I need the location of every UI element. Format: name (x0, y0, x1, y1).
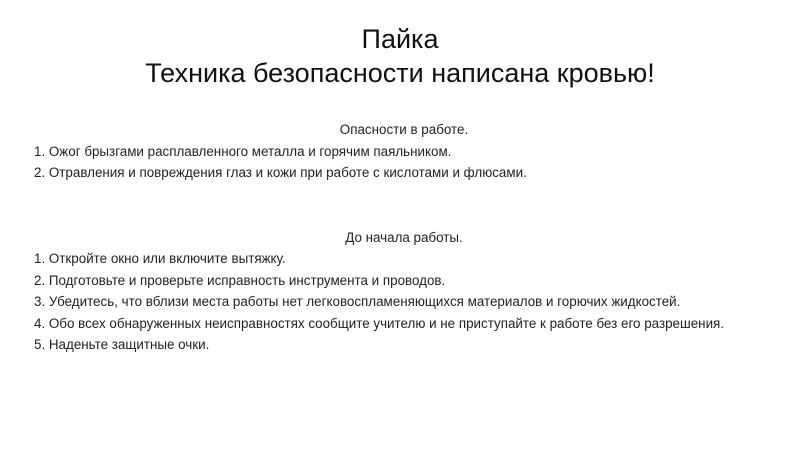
hazard-item-1: 1. Ожог брызгами расплавленного металла и горячим паяльником. (34, 143, 452, 159)
before-work-item-2: 2. Подготовьте и проверьте исправность инструмента и проводов. (34, 272, 446, 288)
slide-title (0, 22, 800, 90)
hazard-item-2: 2. Отравления и повреждения глаз и кожи при работе с кислотами и флюсами. (34, 165, 527, 180)
hazards-heading: Опасности в работе. (339, 122, 469, 137)
before-work-item-1: 1. Откройте окно или включите вытяжку. (34, 251, 286, 266)
before-work-heading: До начала работы. (345, 229, 463, 245)
slide-body (34, 119, 774, 356)
before-work-item-5: 5. Наденьте защитные очки. (34, 337, 210, 352)
before-work-item-4: 4. Обо всех обнаруженных неисправностях сообщите учителю и не приступайте к работе без его разрешения. (34, 315, 725, 331)
section-spacer (34, 184, 774, 227)
before-work-item-3: 3. Убедитесь, что вблизи места работы нет легковоспламеняющихся материалов и горючих жидкостей. (34, 294, 681, 309)
title-line-1: Пайка (361, 24, 439, 54)
title-line-2: Техника безопасности написана кровью! (145, 58, 655, 88)
